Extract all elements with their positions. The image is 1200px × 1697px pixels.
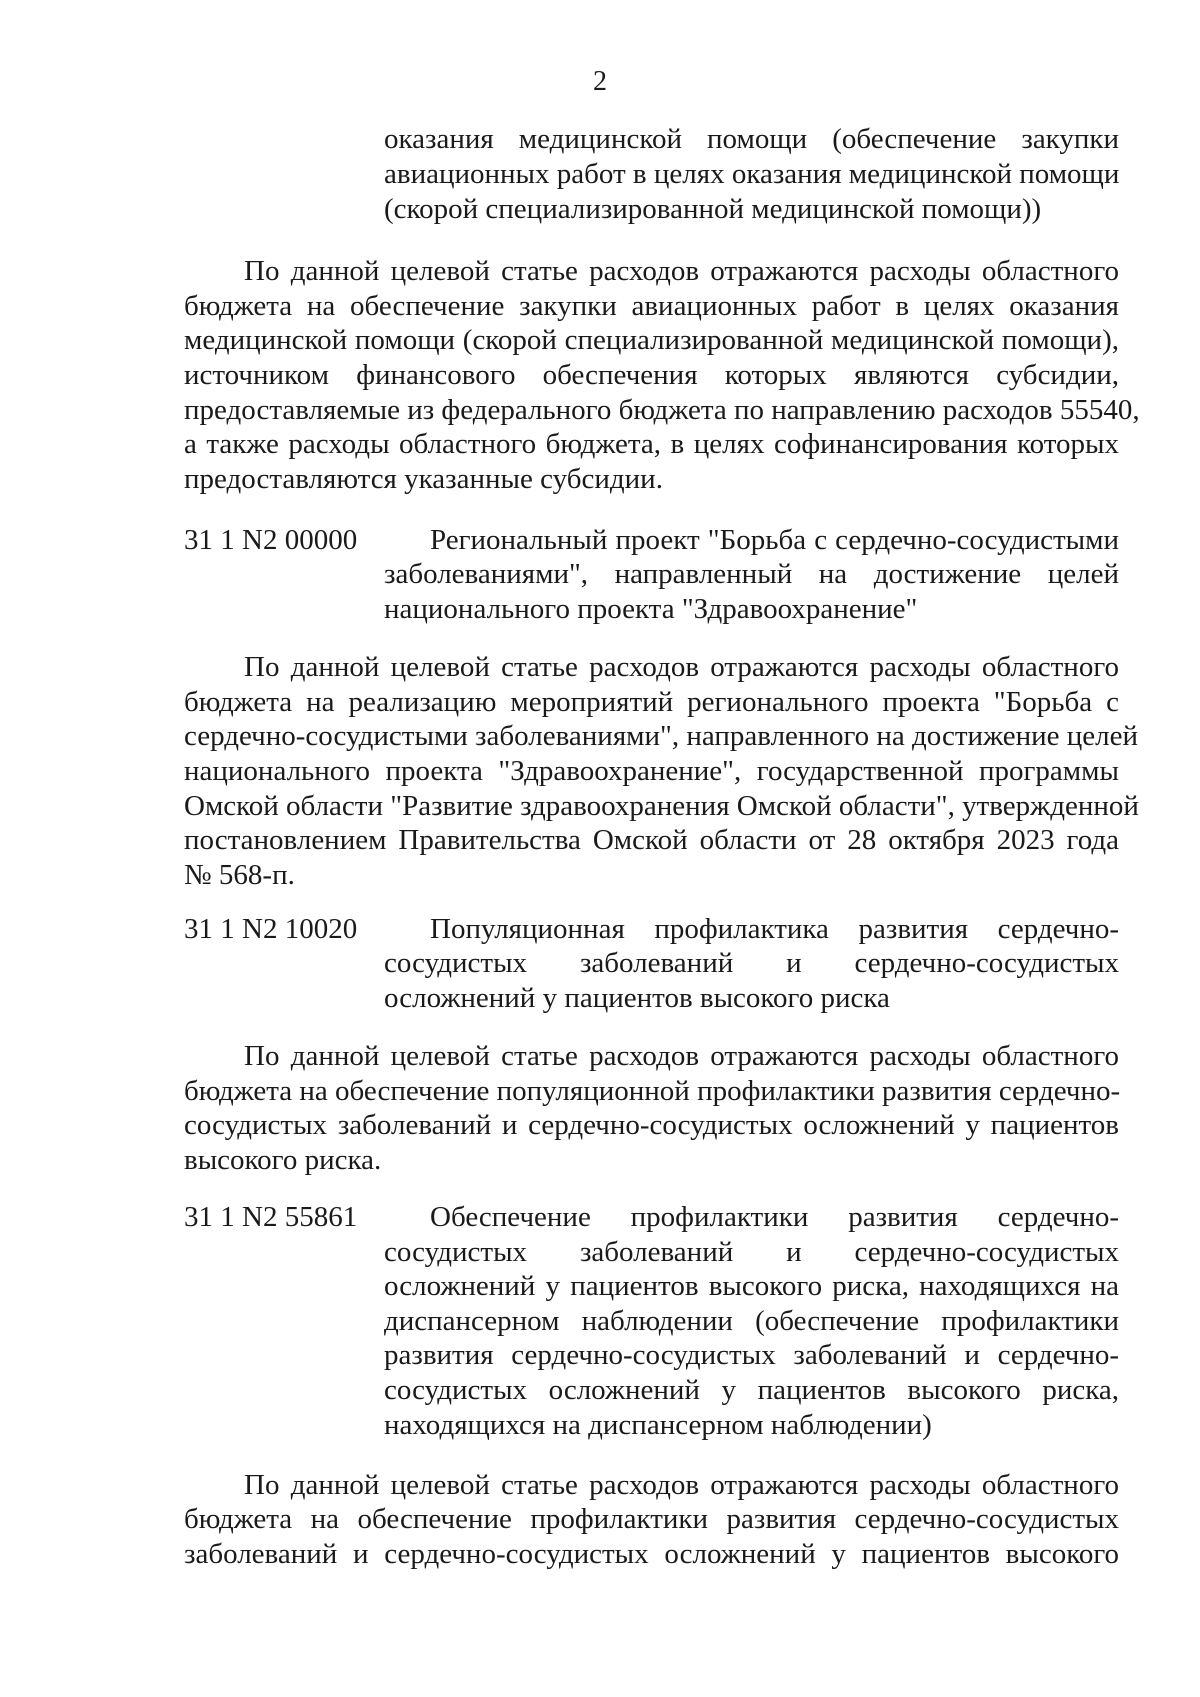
entry-line: осложнений у пациентов высокого риска, находящихся на [384,1270,1119,1302]
entry-line: находящихся на диспансерном наблюдении) [384,1409,932,1441]
paragraph-line: а также расходы областного бюджета, в целях софинансирования которых [184,428,1119,460]
target-code: 31 1 N2 00000 [184,524,358,556]
page-number: 2 [593,66,607,97]
paragraph-line: По данной целевой статье расходов отражаются расходы областного [244,1469,1119,1501]
paragraph-line: сосудистых заболеваний и сердечно-сосудистых осложнений у пациентов [184,1109,1119,1141]
entry-line: сосудистых осложнений у пациентов высокого риска, [384,1374,1119,1406]
target-code: 31 1 N2 55861 [184,1201,358,1233]
entry-line: Популяционная профилактика развития сердечно- [430,913,1119,945]
entry-line: сосудистых заболеваний и сердечно-сосудистых [384,947,1119,979]
description-line: оказания медицинской помощи (обеспечение закупки [384,123,1119,155]
paragraph-line: бюджета на реализацию мероприятий регионального проекта "Борьба с [184,686,1119,718]
entry-line: диспансерном наблюдении (обеспечение профилактики [384,1305,1119,1337]
entry-line: сосудистых заболеваний и сердечно-сосудистых [384,1236,1119,1268]
paragraph-line: предоставляемые из федерального бюджета по направлению расходов 55540, [184,394,1140,426]
entry-line: осложнений у пациентов высокого риска [384,982,890,1014]
entry-line: заболеваниями", направленный на достижение целей [384,558,1119,590]
description-line: авиационных работ в целях оказания медицинской помощи [384,158,1120,190]
paragraph-line: национального проекта "Здравоохранение", государственной программы [184,755,1119,787]
paragraph-line: № 568-п. [184,859,295,891]
paragraph-line: Омской области "Развитие здравоохранения Омской области", утвержденной [184,790,1139,822]
description-line: (скорой специализированной медицинской помощи)) [384,193,1042,225]
paragraph-line: заболеваний и сердечно-сосудистых осложнений у пациентов высокого [184,1538,1119,1570]
paragraph-line: бюджета на обеспечение популяционной профилактики развития сердечно- [184,1075,1121,1107]
paragraph-line: постановлением Правительства Омской области от 28 октября 2023 года [184,824,1119,856]
paragraph-line: предоставляются указанные субсидии. [184,463,663,495]
paragraph-line: бюджета на обеспечение закупки авиационных работ в целях оказания [184,290,1119,322]
entry-line: национального проекта "Здравоохранение" [384,593,918,625]
entry-line: Обеспечение профилактики развития сердечно- [430,1201,1119,1233]
paragraph-line: бюджета на обеспечение профилактики развития сердечно-сосудистых [184,1503,1119,1535]
target-code: 31 1 N2 10020 [184,913,358,945]
paragraph-line: По данной целевой статье расходов отражаются расходы областного [244,255,1119,287]
paragraph-line: По данной целевой статье расходов отражаются расходы областного [244,651,1119,683]
paragraph-line: сердечно-сосудистыми заболеваниями", направленного на достижение целей [184,720,1139,752]
paragraph-line: высокого риска. [184,1144,382,1176]
paragraph-line: источником финансового обеспечения которых являются субсидии, [184,359,1119,391]
entry-line: Региональный проект "Борьба с сердечно-сосудистыми [430,524,1119,556]
paragraph-line: По данной целевой статье расходов отражаются расходы областного [244,1040,1119,1072]
paragraph-line: медицинской помощи (скорой специализированной медицинской помощи), [184,324,1119,356]
entry-line: развития сердечно-сосудистых заболеваний и сердечно- [384,1339,1119,1371]
